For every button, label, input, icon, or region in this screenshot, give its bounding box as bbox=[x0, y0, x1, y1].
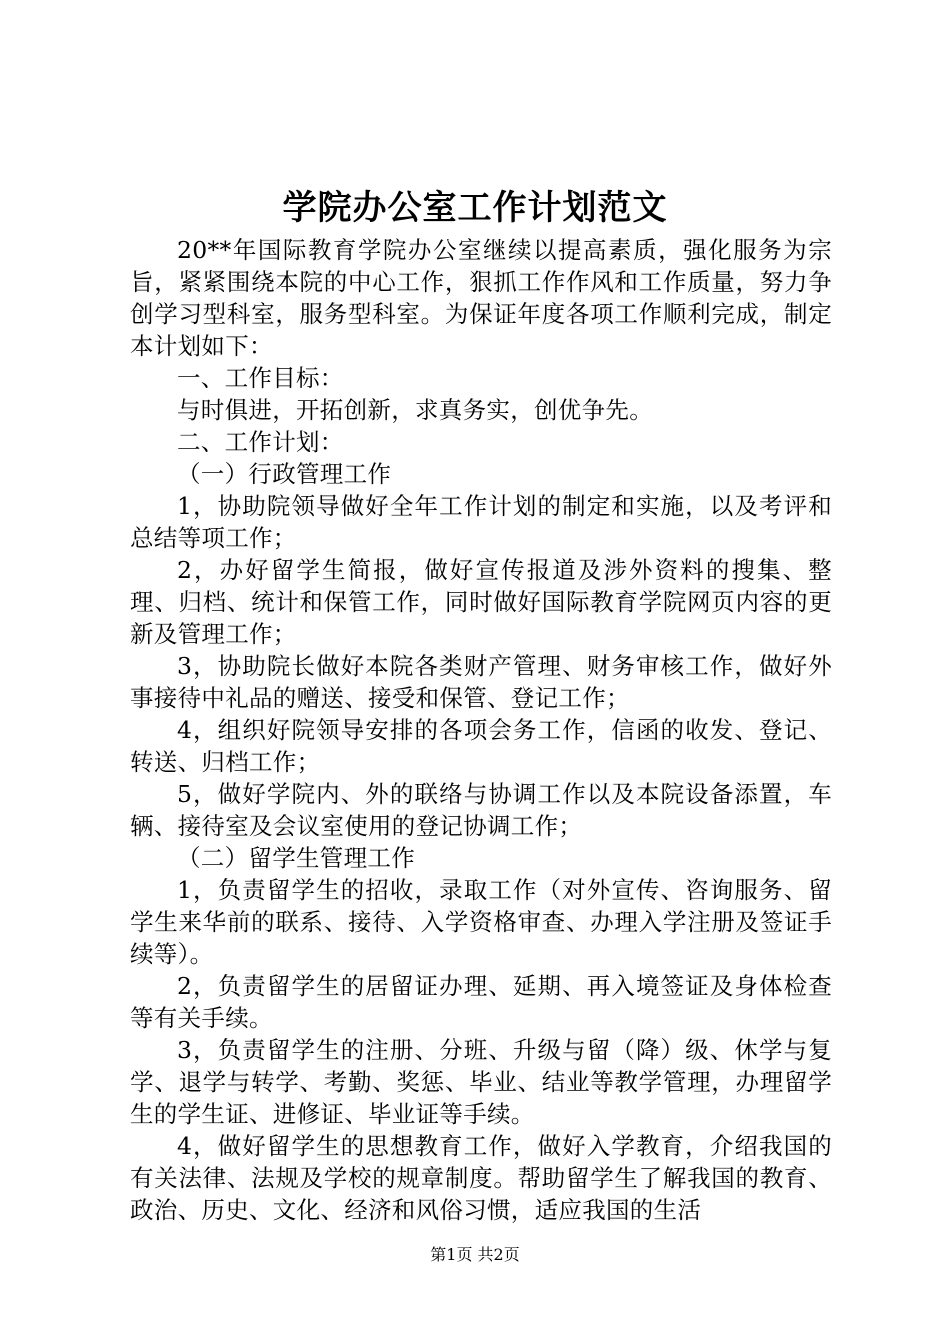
page-number-footer: 第1页 共2页 bbox=[430, 1245, 520, 1264]
subheading-students: （二）留学生管理工作 bbox=[177, 844, 415, 872]
paragraph-students-4: 4，做好留学生的思想教育工作，做好入学教育，介绍我国的有关法律、法规及学校的规章制度。帮助留学生了解我国的教育、政治、历史、文化、经济和风俗习惯，适应我国的生活 bbox=[130, 1132, 832, 1224]
paragraph-students-1: 1，负责留学生的招收，录取工作（对外宣传、咨询服务、留学生来华前的联系、接待、入学资格审查、办理入学注册及签证手续等）。 bbox=[130, 876, 832, 968]
paragraph-students-3: 3，负责留学生的注册、分班、升级与留（降）级、休学与复学、退学与转学、考勤、奖惩、毕业、结业等教学管理，办理留学生的学生证、进修证、毕业证等手续。 bbox=[130, 1036, 832, 1128]
paragraph-intro: 20**年国际教育学院办公室继续以提高素质，强化服务为宗旨，紧紧围绕本院的中心工作，狠抓工作作风和工作质量，努力争创学习型科室，服务型科室。为保证年度各项工作顺利完成，制定本计划如下： bbox=[130, 236, 832, 360]
paragraph-students-2: 2，负责留学生的居留证办理、延期、再入境签证及身体检查等有关手续。 bbox=[130, 972, 832, 1032]
paragraph-admin-2: 2，办好留学生简报，做好宣传报道及涉外资料的搜集、整理、归档、统计和保管工作，同时做好国际教育学院网页内容的更新及管理工作； bbox=[130, 556, 832, 648]
subheading-admin: （一）行政管理工作 bbox=[177, 460, 392, 488]
paragraph-admin-4: 4，组织好院领导安排的各项会务工作，信函的收发、登记、转送、归档工作； bbox=[130, 716, 832, 776]
paragraph-admin-1: 1，协助院领导做好全年工作计划的制定和实施，以及考评和总结等项工作； bbox=[130, 492, 832, 552]
paragraph-goal-text: 与时俱进，开拓创新，求真务实，创优争先。 bbox=[177, 396, 653, 424]
heading-work-goal: 一、工作目标： bbox=[177, 364, 344, 392]
heading-work-plan: 二、工作计划： bbox=[177, 428, 344, 456]
document-title: 学院办公室工作计划范文 bbox=[282, 188, 668, 228]
paragraph-admin-3: 3，协助院长做好本院各类财产管理、财务审核工作，做好外事接待中礼品的赠送、接受和保管、登记工作； bbox=[130, 652, 832, 712]
document-body bbox=[130, 234, 832, 1226]
paragraph-admin-5: 5，做好学院内、外的联络与协调工作以及本院设备添置，车辆、接待室及会议室使用的登记协调工作； bbox=[130, 780, 832, 840]
